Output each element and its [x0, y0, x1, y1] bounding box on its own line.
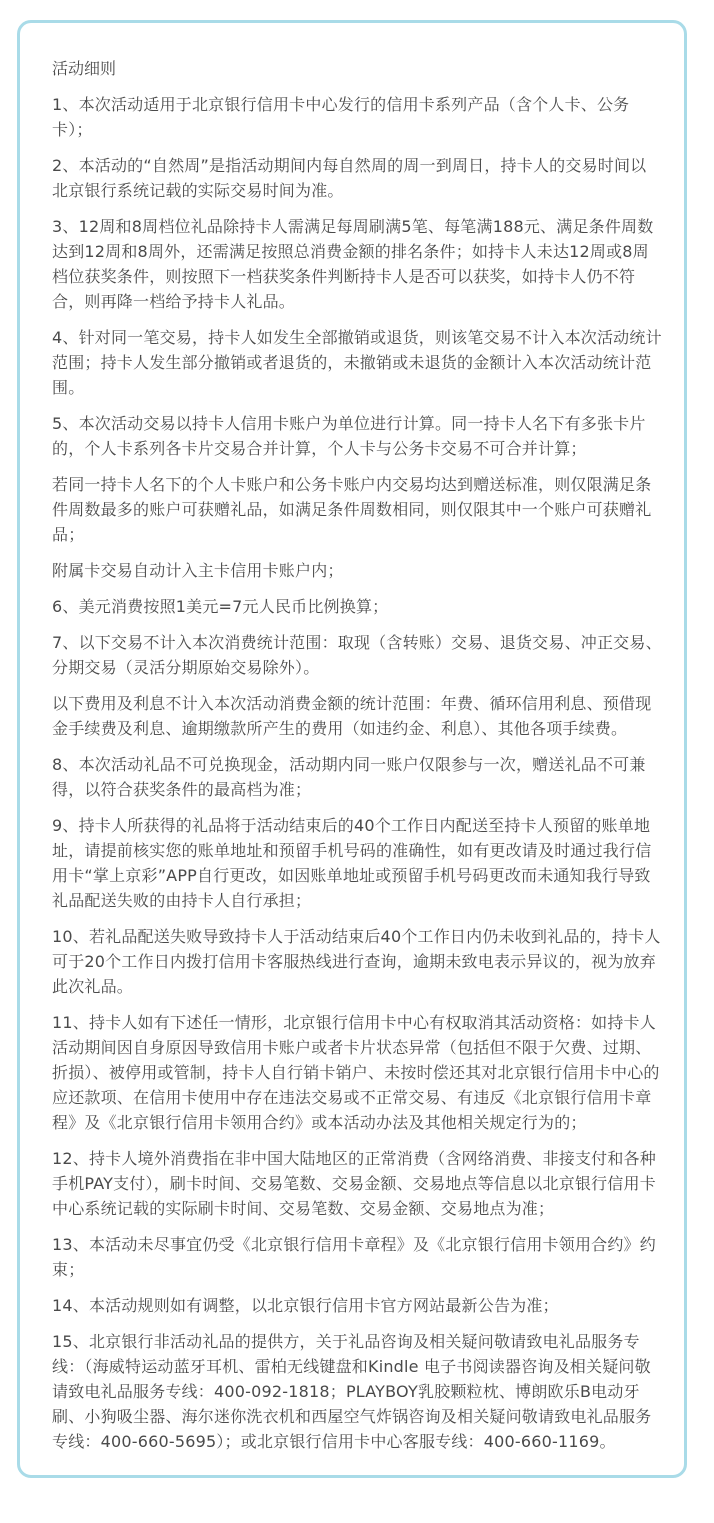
rule-item-4: 4、针对同一笔交易，持卡人如发生全部撤销或退货，则该笔交易不计入本次活动统计范围；持卡人发生部分撤销或者退货的，未撤销或未退货的金额计入本次活动统计范围。: [52, 328, 662, 397]
rule-item-5-note-2: 附属卡交易自动计入主卡信用卡账户内；: [52, 561, 344, 580]
rule-item-5: 5、本次活动交易以持卡人信用卡账户为单位进行计算。同一持卡人名下有多张卡片的，个人卡系列各卡片交易合并计算，个人卡与公务卡交易不可合并计算；: [52, 414, 646, 458]
rule-item-1: 1、本次活动适用于北京银行信用卡中心发行的信用卡系列产品（含个人卡、公务卡）；: [52, 95, 630, 139]
rule-item-3: 3、12周和8周档位礼品除持卡人需满足每周刷满5笔、每笔满188元、满足条件周数达到12周和8周外，还需满足按照总消费金额的排名条件；如持卡人未达12周或8周档位获奖条件，则按照下一档获奖条件判断持卡人是否可以获奖，如持卡人仍不符合，则再降一档给予持卡人礼品。: [52, 217, 654, 311]
rule-item-5-note-1: 若同一持卡人名下的个人卡账户和公务卡账户内交易均达到赠送标准，则仅限满足条件周数最多的账户可获赠礼品，如满足条件周数相同，则仅限其中一个账户可获赠礼品；: [52, 475, 652, 544]
rule-item-14: 14、本活动规则如有调整，以北京银行信用卡官方网站最新公告为准；: [52, 1296, 559, 1315]
rule-item-7: 7、以下交易不计入本次消费统计范围：取现（含转账）交易、退货交易、冲正交易、分期交易（灵活分期原始交易除外）。: [52, 633, 662, 677]
rule-item-11: 11、持卡人如有下述任一情形，北京银行信用卡中心有权取消其活动资格：如持卡人活动期间因自身原因导致信用卡账户或者卡片状态异常（包括但不限于欠费、过期、折损）、被停用或管制，持卡人自行销卡销户、未按时偿还其对北京银行信用卡中心的应还款项、在信用卡使用中存在违法交易或不正常交易、有违反《北京银行信用卡章程》及《北京银行信用卡领用合约》或本活动办法及其他相关规定行为的；: [52, 1013, 660, 1132]
rule-item-15: 15、北京银行非活动礼品的提供方，关于礼品咨询及相关疑问敬请致电礼品服务专线：（海威特运动蓝牙耳机、雷柏无线键盘和Kindle 电子书阅读器咨询及相关疑问敬请致电礼品服务专线：400-092-1818；PLAYBOY乳胶颗粒枕、博朗欧乐B电动牙刷、小狗吸尘器、海尔迷你洗衣机和西屋空气炸锅咨询及相关疑问敬请致电礼品服务专线：400-660-5695）；或北京银行信用卡中心客服专线：400-660-1169。: [52, 1332, 652, 1451]
rule-item-7-note: 以下费用及利息不计入本次活动消费金额的统计范围：年费、循环信用利息、预借现金手续费及利息、逾期缴款所产生的费用（如违约金、利息）、其他各项手续费。: [52, 694, 652, 738]
rule-item-2: 2、本活动的“自然周”是指活动期间内每自然周的周一到周日，持卡人的交易时间以北京银行系统记载的实际交易时间为准。: [52, 156, 647, 200]
rule-item-6: 6、美元消费按照1美元=7元人民币比例换算；: [52, 597, 389, 616]
rules-title: 活动细则: [52, 59, 117, 78]
rule-item-12: 12、持卡人境外消费指在非中国大陆地区的正常消费（含网络消费、非接支付和各种手机PAY支付），刷卡时间、交易笔数、交易金额、交易地点等信息以北京银行信用卡中心系统记载的实际刷卡时间、交易笔数、交易金额、交易地点为准；: [52, 1149, 656, 1218]
rule-item-10: 10、若礼品配送失败导致持卡人于活动结束后40个工作日内仍未收到礼品的，持卡人可于20个工作日内拨打信用卡客服热线进行查询，逾期未致电表示异议的，视为放弃此次礼品。: [52, 927, 661, 996]
rule-item-13: 13、本活动未尽事宜仍受《北京银行信用卡章程》及《北京银行信用卡领用合约》约束；: [52, 1235, 656, 1279]
rule-item-8: 8、本次活动礼品不可兑换现金，活动期内同一账户仅限参与一次，赠送礼品不可兼得，以符合获奖条件的最高档为准；: [52, 755, 646, 799]
rule-item-9: 9、持卡人所获得的礼品将于活动结束后的40个工作日内配送至持卡人预留的账单地址，请提前核实您的账单地址和预留手机号码的准确性，如有更改请及时通过我行信用卡“掌上京彩”APP自行更改，如因账单地址或预留手机号码更改而未通知我行导致礼品配送失败的由持卡人自行承担；: [52, 816, 652, 910]
rules-card: [17, 20, 687, 1478]
